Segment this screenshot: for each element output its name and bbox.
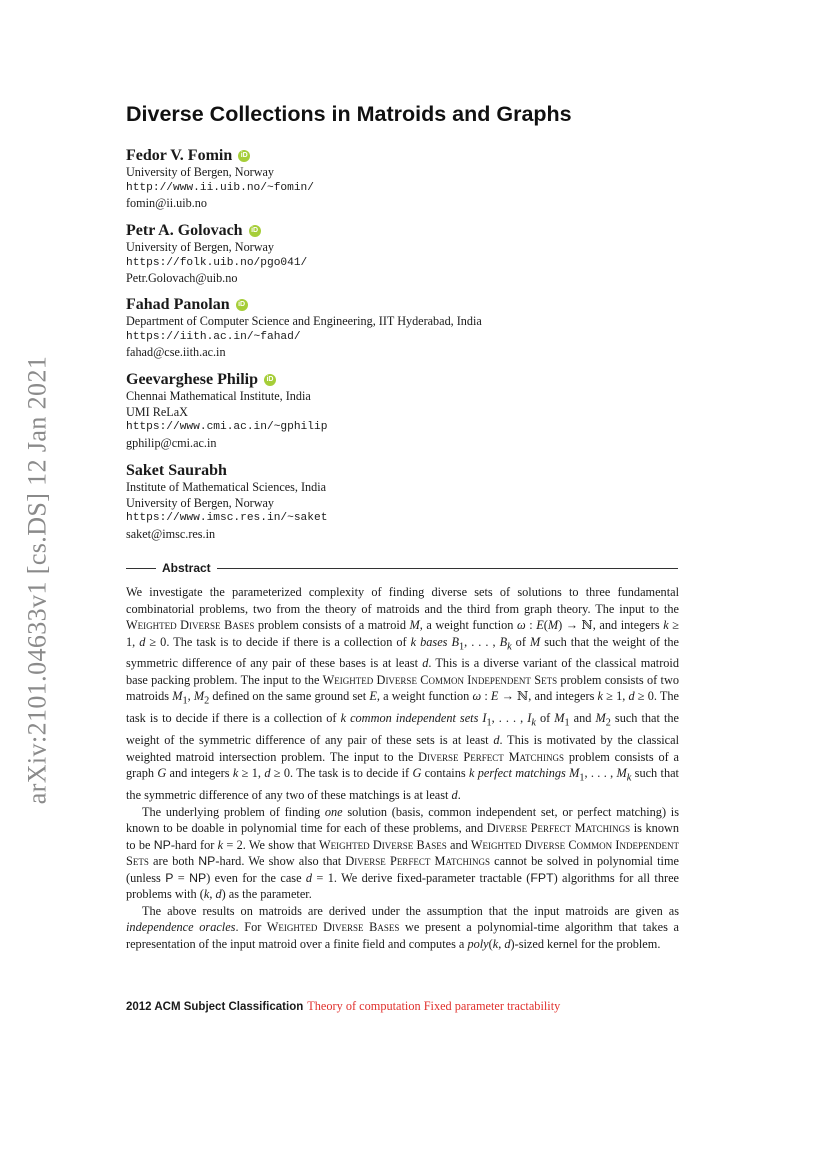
- author-block: [126, 370, 327, 451]
- author-email[interactable]: fahad@cse.iith.ac.in: [126, 345, 226, 360]
- ccs-value[interactable]: Theory of computation Fixed parameter tractability: [307, 999, 561, 1013]
- subject-classification: [126, 999, 560, 1014]
- arxiv-stamp: [16, 305, 58, 855]
- author-name: Fahad Panolan: [126, 296, 230, 313]
- abstract-paragraph: We investigate the parameterized complexity of finding diverse sets of solutions to three fundamental combinatorial problems, two from the theory of matroids and the third from graph theory. The input to the Weighted Diverse Bases problem consists of a matroid M, a weight function ω : E(M) → ℕ, and integers k ≥ 1, d ≥ 0. The task is to decide if there is a collection of k bases $B_1$, . . . , $B_k$ of M such that the weight of the symmetric difference of any pair of these bases is at least d. This is a diverse variant of the classical matroid base packing problem. The input to the Weighted Diverse Common Independent Sets problem consists of two matroids $M_1$, $M_2$ defined on the same ground set E, a weight function ω : E → ℕ, and integers k ≥ 1, d ≥ 0. The task is to decide if there is a collection of k common independent sets $I_1$, . . . , $I_k$ of $M_1$ and $M_2$ such that the weight of the symmetric difference of any pair of these sets is at least d. This is motivated by the classical weighted matroid intersection problem. The input to the Diverse Perfect Matchings problem consists of a graph G and integers k ≥ 1, d ≥ 0. The task is to decide if G contains k perfect matchings $M_1$, . . . , $M_k$ such that the symmetric difference of any two of these matchings is at least d.: [126, 585, 680, 803]
- orcid-icon[interactable]: iD: [264, 374, 276, 386]
- author-url[interactable]: https://www.imsc.res.in/~saket: [126, 512, 328, 525]
- author-affiliation: Institute of Mathematical Sciences, India: [126, 480, 327, 494]
- author-email[interactable]: fomin@ii.uib.no: [126, 196, 207, 211]
- author-affiliation: University of Bergen, Norway: [126, 240, 275, 254]
- abstract-paragraph: The above results on matroids are derived under the assumption that the input matroids are given as independence oracles. For Weighted Diverse Bases we present a polynomial-time algorithm that takes a representation of the input matroid over a finite field and computes a poly(k, d)-sized kernel for the problem.: [126, 903, 680, 951]
- author-url[interactable]: https://folk.uib.no/pgo041/: [126, 256, 308, 269]
- author-affiliation: Department of Computer Science and Engineering, IIT Hyderabad, India: [126, 314, 482, 328]
- author-affiliation: Chennai Mathematical Institute, India: [126, 389, 311, 403]
- orcid-icon[interactable]: iD: [249, 225, 261, 237]
- author-block: [126, 221, 307, 287]
- author-name: Geevarghese Philip: [126, 371, 258, 388]
- abstract-rule: [126, 568, 156, 569]
- author-email[interactable]: gphilip@cmi.ac.in: [126, 435, 217, 450]
- author-block: [126, 146, 314, 212]
- author-url[interactable]: https://iith.ac.in/~fahad/: [126, 330, 301, 343]
- abstract-rule: [217, 568, 678, 569]
- paper-title: Diverse Collections in Matroids and Graphs: [126, 102, 572, 126]
- ccs-label: 2012 ACM Subject Classification: [126, 1001, 304, 1013]
- author-affiliation: University of Bergen, Norway: [126, 165, 275, 179]
- author-name: Saket Saurabh: [126, 462, 227, 479]
- author-name: Petr A. Golovach: [126, 222, 243, 239]
- abstract-paragraph: The underlying problem of finding one solution (basis, common independent set, or perfect matching) is known to be doable in polynomial time for each of these problems, and Diverse Perfect Matchings is known to be NP-hard for k = 2. We show that Weighted Diverse Bases and Weighted Diverse Common Independent Sets are both NP-hard. We show also that Diverse Perfect Matchings cannot be solved in polynomial time (unless P = NP) even for the case d = 1. We derive fixed-parameter tractable (FPT) algorithms for all three problems with (k, d) as the parameter.: [126, 804, 679, 902]
- author-url[interactable]: http://www.ii.uib.no/~fomin/: [126, 181, 314, 194]
- author-name: Fedor V. Fomin: [126, 147, 233, 164]
- abstract-body: [126, 584, 679, 952]
- author-block: [126, 461, 327, 542]
- abstract-label: Abstract: [162, 561, 211, 575]
- author-block: [126, 295, 482, 361]
- orcid-icon[interactable]: iD: [236, 299, 248, 311]
- author-email[interactable]: Petr.Golovach@uib.no: [126, 271, 238, 286]
- orcid-icon[interactable]: iD: [238, 150, 250, 162]
- arxiv-id: arXiv:2101.04633v1 [cs.DS] 12 Jan 2021: [22, 355, 51, 805]
- author-email[interactable]: saket@imsc.res.in: [126, 526, 216, 541]
- author-url[interactable]: https://www.cmi.ac.in/~gphilip: [126, 421, 328, 434]
- abstract-heading: [126, 561, 678, 575]
- author-affiliation: University of Bergen, Norway: [126, 495, 275, 510]
- author-affiliation: UMI ReLaX: [126, 404, 188, 419]
